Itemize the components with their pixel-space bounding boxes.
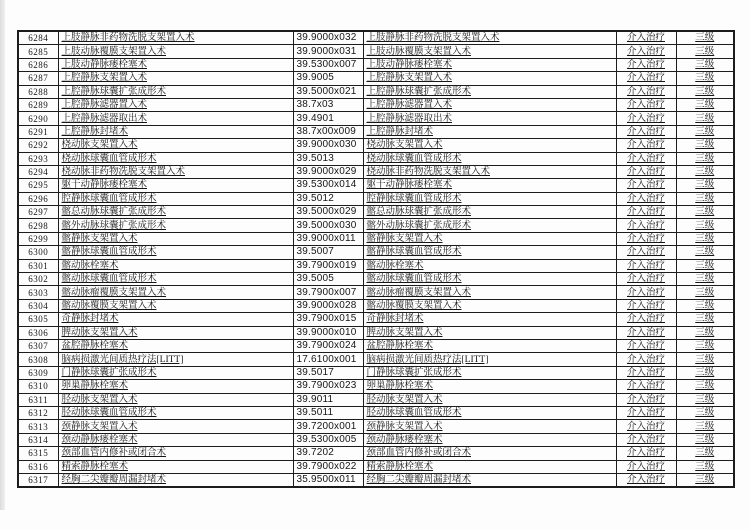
row-id-cell: 6294 (18, 165, 58, 178)
table-row (18, 286, 734, 299)
procedure-level-cell: 三级 (676, 460, 734, 473)
icd-code-cell: 39.4901 (293, 112, 363, 125)
treatment-category-cell: 介入治疗 (616, 58, 676, 71)
icd-code-cell: 39.7202 (293, 447, 363, 460)
procedure-level-cell: 三级 (676, 313, 734, 326)
procedure-name-repeat-cell: 胫动脉球囊血管成形术 (363, 406, 616, 419)
icd-code-cell: 39.9000x011 (293, 232, 363, 245)
icd-code-cell: 39.5012 (293, 192, 363, 205)
page-edge-shadow (0, 0, 5, 510)
procedure-name-cell: 上腔静脉封堵术 (58, 125, 293, 138)
row-id-cell: 6305 (18, 313, 58, 326)
procedure-name-cell: 腔静脉球囊血管成形术 (58, 192, 293, 205)
row-id-cell: 6289 (18, 98, 58, 111)
treatment-category-cell: 介入治疗 (616, 192, 676, 205)
procedure-name-repeat-cell: 上肢动静脉瘘栓塞术 (363, 58, 616, 71)
icd-code-cell: 38.7x00x009 (293, 125, 363, 138)
procedure-name-repeat-cell: 经胸二尖瓣瓣周漏封堵术 (363, 473, 616, 487)
icd-code-cell: 39.7900x015 (293, 313, 363, 326)
procedure-name-repeat-cell: 卵巢静脉栓塞术 (363, 380, 616, 393)
table-row (18, 72, 734, 85)
row-id-cell: 6297 (18, 206, 58, 219)
procedure-name-repeat-cell: 髂动脉栓塞术 (363, 259, 616, 272)
procedure-name-repeat-cell: 颈部血管内修补或闭合术 (363, 447, 616, 460)
row-id-cell: 6311 (18, 393, 58, 406)
procedure-name-repeat-cell: 髂静脉支架置入术 (363, 232, 616, 245)
treatment-category-cell: 介入治疗 (616, 326, 676, 339)
table-row (18, 58, 734, 71)
icd-code-cell: 39.5000x021 (293, 85, 363, 98)
procedure-level-cell: 三级 (676, 85, 734, 98)
icd-code-cell: 39.5000x029 (293, 206, 363, 219)
procedure-name-cell: 桡动脉非药物洗脱支架置入术 (58, 165, 293, 178)
table-row (18, 447, 734, 460)
table-row (18, 406, 734, 419)
procedure-level-cell: 三级 (676, 112, 734, 125)
row-id-cell: 6309 (18, 366, 58, 379)
procedure-name-cell: 精索静脉栓塞术 (58, 460, 293, 473)
table-row (18, 45, 734, 58)
table-row (18, 433, 734, 446)
row-id-cell: 6285 (18, 45, 58, 58)
procedure-level-cell: 三级 (676, 353, 734, 366)
table-row (18, 473, 734, 487)
treatment-category-cell: 介入治疗 (616, 433, 676, 446)
procedure-name-repeat-cell: 桡动脉支架置入术 (363, 139, 616, 152)
procedure-name-repeat-cell: 上肢静脉非药物洗脱支架置入术 (363, 31, 616, 45)
procedure-name-cell: 桡动脉球囊血管成形术 (58, 152, 293, 165)
row-id-cell: 6290 (18, 112, 58, 125)
procedure-level-cell: 三级 (676, 259, 734, 272)
procedure-name-cell: 胫动脉支架置入术 (58, 393, 293, 406)
table-row (18, 339, 734, 352)
procedure-name-repeat-cell: 奇静脉封堵术 (363, 313, 616, 326)
procedure-name-repeat-cell: 躯干动静脉瘘栓塞术 (363, 179, 616, 192)
icd-code-cell: 39.9000x032 (293, 31, 363, 45)
table-row (18, 179, 734, 192)
row-id-cell: 6295 (18, 179, 58, 192)
icd-code-cell: 39.9000x028 (293, 299, 363, 312)
icd-code-cell: 39.5300x014 (293, 179, 363, 192)
procedure-level-cell: 三级 (676, 98, 734, 111)
table-row (18, 112, 734, 125)
procedure-name-repeat-cell: 髂静脉球囊血管成形术 (363, 246, 616, 259)
treatment-category-cell: 介入治疗 (616, 420, 676, 433)
procedure-level-cell: 三级 (676, 420, 734, 433)
icd-code-cell: 17.6100x001 (293, 353, 363, 366)
procedure-name-cell: 上肢动脉覆膜支架置入术 (58, 45, 293, 58)
procedure-name-cell: 上腔静脉支架置入术 (58, 72, 293, 85)
procedure-name-cell: 髂动脉覆膜支架置入术 (58, 299, 293, 312)
table-row (18, 420, 734, 433)
procedure-level-cell: 三级 (676, 299, 734, 312)
table-row (18, 246, 734, 259)
procedure-level-cell: 三级 (676, 152, 734, 165)
procedure-name-repeat-cell: 髂动脉瘤覆膜支架置入术 (363, 286, 616, 299)
procedure-name-repeat-cell: 上腔静脉滤器置入术 (363, 98, 616, 111)
procedure-level-cell: 三级 (676, 447, 734, 460)
treatment-category-cell: 介入治疗 (616, 473, 676, 487)
row-id-cell: 6291 (18, 125, 58, 138)
procedure-table-body (18, 31, 734, 487)
icd-code-cell: 39.7900x023 (293, 380, 363, 393)
table-row (18, 380, 734, 393)
row-id-cell: 6307 (18, 339, 58, 352)
procedure-level-cell: 三级 (676, 179, 734, 192)
icd-code-cell: 39.5300x007 (293, 58, 363, 71)
procedure-level-cell: 三级 (676, 273, 734, 286)
procedure-level-cell: 三级 (676, 192, 734, 205)
treatment-category-cell: 介入治疗 (616, 246, 676, 259)
table-row (18, 393, 734, 406)
table-row (18, 219, 734, 232)
treatment-category-cell: 介入治疗 (616, 353, 676, 366)
table-row (18, 273, 734, 286)
treatment-category-cell: 介入治疗 (616, 85, 676, 98)
table-row (18, 192, 734, 205)
procedure-name-cell: 上肢动静脉瘘栓塞术 (58, 58, 293, 71)
procedure-level-cell: 三级 (676, 380, 734, 393)
procedure-name-cell: 奇静脉封堵术 (58, 313, 293, 326)
row-id-cell: 6296 (18, 192, 58, 205)
procedure-name-cell: 髂动脉瘤覆膜支架置入术 (58, 286, 293, 299)
icd-code-cell: 39.7900x022 (293, 460, 363, 473)
treatment-category-cell: 介入治疗 (616, 380, 676, 393)
icd-code-cell: 39.5013 (293, 152, 363, 165)
procedure-level-cell: 三级 (676, 45, 734, 58)
treatment-category-cell: 介入治疗 (616, 206, 676, 219)
procedure-name-repeat-cell: 盆腔静脉栓塞术 (363, 339, 616, 352)
icd-code-cell: 38.7x03 (293, 98, 363, 111)
procedure-level-cell: 三级 (676, 286, 734, 299)
treatment-category-cell: 介入治疗 (616, 219, 676, 232)
treatment-category-cell: 介入治疗 (616, 447, 676, 460)
icd-code-cell: 39.9011 (293, 393, 363, 406)
procedure-name-cell: 髂静脉球囊血管成形术 (58, 246, 293, 259)
table-row (18, 139, 734, 152)
treatment-category-cell: 介入治疗 (616, 313, 676, 326)
procedure-name-repeat-cell: 髂动脉覆膜支架置入术 (363, 299, 616, 312)
row-id-cell: 6299 (18, 232, 58, 245)
procedure-name-repeat-cell: 桡动脉球囊血管成形术 (363, 152, 616, 165)
row-id-cell: 6302 (18, 273, 58, 286)
procedure-name-repeat-cell: 髂总动脉球囊扩张成形术 (363, 206, 616, 219)
procedure-name-repeat-cell: 髂动脉球囊血管成形术 (363, 273, 616, 286)
icd-code-cell: 39.5017 (293, 366, 363, 379)
procedure-name-cell: 颈动静脉瘘栓塞术 (58, 433, 293, 446)
table-row (18, 206, 734, 219)
procedure-name-repeat-cell: 脾动脉支架置入术 (363, 326, 616, 339)
table-row (18, 85, 734, 98)
row-id-cell: 6312 (18, 406, 58, 419)
procedure-level-cell: 三级 (676, 473, 734, 487)
procedure-name-cell: 髂总动脉球囊扩张成形术 (58, 206, 293, 219)
treatment-category-cell: 介入治疗 (616, 72, 676, 85)
procedure-name-cell: 上腔静脉滤器置入术 (58, 98, 293, 111)
table-row (18, 232, 734, 245)
table-row (18, 152, 734, 165)
icd-code-cell: 35.9500x011 (293, 473, 363, 487)
row-id-cell: 6293 (18, 152, 58, 165)
procedure-level-cell: 三级 (676, 72, 734, 85)
icd-code-cell: 39.9000x010 (293, 326, 363, 339)
procedure-name-cell: 髂静脉支架置入术 (58, 232, 293, 245)
table-row (18, 31, 734, 45)
row-id-cell: 6292 (18, 139, 58, 152)
icd-code-cell: 39.9005 (293, 72, 363, 85)
icd-code-cell: 39.9000x030 (293, 139, 363, 152)
procedure-name-repeat-cell: 上肢动脉覆膜支架置入术 (363, 45, 616, 58)
procedure-name-repeat-cell: 上腔静脉滤器取出术 (363, 112, 616, 125)
procedure-name-cell: 上腔静脉球囊扩张成形术 (58, 85, 293, 98)
procedure-name-cell: 上腔静脉滤器取出术 (58, 112, 293, 125)
procedure-name-repeat-cell: 颈静脉支架置入术 (363, 420, 616, 433)
procedure-name-cell: 经胸二尖瓣瓣周漏封堵术 (58, 473, 293, 487)
row-id-cell: 6301 (18, 259, 58, 272)
procedure-name-cell: 髂动脉栓塞术 (58, 259, 293, 272)
table-row (18, 98, 734, 111)
table-row (18, 353, 734, 366)
icd-code-cell: 39.5300x005 (293, 433, 363, 446)
row-id-cell: 6313 (18, 420, 58, 433)
treatment-category-cell: 介入治疗 (616, 165, 676, 178)
table-row (18, 299, 734, 312)
procedure-level-cell: 三级 (676, 125, 734, 138)
procedure-name-cell: 盆腔静脉栓塞术 (58, 339, 293, 352)
row-id-cell: 6303 (18, 286, 58, 299)
treatment-category-cell: 介入治疗 (616, 299, 676, 312)
procedure-level-cell: 三级 (676, 366, 734, 379)
procedure-name-cell: 胫动脉球囊血管成形术 (58, 406, 293, 419)
icd-code-cell: 39.7900x007 (293, 286, 363, 299)
row-id-cell: 6284 (18, 31, 58, 45)
procedure-name-repeat-cell: 腔静脉球囊血管成形术 (363, 192, 616, 205)
row-id-cell: 6314 (18, 433, 58, 446)
procedure-level-cell: 三级 (676, 165, 734, 178)
icd-code-cell: 39.7900x019 (293, 259, 363, 272)
procedure-name-cell: 卵巢静脉栓塞术 (58, 380, 293, 393)
treatment-category-cell: 介入治疗 (616, 286, 676, 299)
procedure-level-cell: 三级 (676, 232, 734, 245)
treatment-category-cell: 介入治疗 (616, 406, 676, 419)
treatment-category-cell: 介入治疗 (616, 273, 676, 286)
procedure-name-repeat-cell: 胫动脉支架置入术 (363, 393, 616, 406)
procedure-name-cell: 桡动脉支架置入术 (58, 139, 293, 152)
procedure-level-cell: 三级 (676, 58, 734, 71)
icd-code-cell: 39.5000x030 (293, 219, 363, 232)
treatment-category-cell: 介入治疗 (616, 112, 676, 125)
row-id-cell: 6317 (18, 473, 58, 487)
procedure-name-repeat-cell: 门静脉球囊扩张成形术 (363, 366, 616, 379)
procedure-name-repeat-cell: 上腔静脉球囊扩张成形术 (363, 85, 616, 98)
procedure-table (17, 30, 735, 488)
treatment-category-cell: 介入治疗 (616, 393, 676, 406)
row-id-cell: 6308 (18, 353, 58, 366)
treatment-category-cell: 介入治疗 (616, 125, 676, 138)
treatment-category-cell: 介入治疗 (616, 31, 676, 45)
procedure-name-cell: 髂动脉球囊血管成形术 (58, 273, 293, 286)
icd-code-cell: 39.7200x001 (293, 420, 363, 433)
procedure-name-repeat-cell: 上腔静脉支架置入术 (363, 72, 616, 85)
icd-code-cell: 39.9000x031 (293, 45, 363, 58)
row-id-cell: 6298 (18, 219, 58, 232)
procedure-level-cell: 三级 (676, 139, 734, 152)
procedure-level-cell: 三级 (676, 433, 734, 446)
icd-code-cell: 39.5011 (293, 406, 363, 419)
procedure-name-cell: 颈部血管内修补或闭合术 (58, 447, 293, 460)
row-id-cell: 6304 (18, 299, 58, 312)
row-id-cell: 6287 (18, 72, 58, 85)
treatment-category-cell: 介入治疗 (616, 179, 676, 192)
procedure-level-cell: 三级 (676, 406, 734, 419)
treatment-category-cell: 介入治疗 (616, 339, 676, 352)
procedure-name-cell: 脑病损激光间质热疗法[LITT] (58, 353, 293, 366)
procedure-name-cell: 颈静脉支架置入术 (58, 420, 293, 433)
procedure-name-cell: 躯干动静脉瘘栓塞术 (58, 179, 293, 192)
row-id-cell: 6310 (18, 380, 58, 393)
procedure-level-cell: 三级 (676, 206, 734, 219)
procedure-name-repeat-cell: 上腔静脉封堵术 (363, 125, 616, 138)
procedure-level-cell: 三级 (676, 393, 734, 406)
procedure-name-repeat-cell: 桡动脉非药物洗脱支架置入术 (363, 165, 616, 178)
row-id-cell: 6316 (18, 460, 58, 473)
treatment-category-cell: 介入治疗 (616, 232, 676, 245)
procedure-name-cell: 脾动脉支架置入术 (58, 326, 293, 339)
procedure-level-cell: 三级 (676, 31, 734, 45)
procedure-name-repeat-cell: 脑病损激光间质热疗法[LITT] (363, 353, 616, 366)
table-row (18, 125, 734, 138)
table-row (18, 326, 734, 339)
row-id-cell: 6306 (18, 326, 58, 339)
icd-code-cell: 39.5005 (293, 273, 363, 286)
table-row (18, 460, 734, 473)
treatment-category-cell: 介入治疗 (616, 259, 676, 272)
row-id-cell: 6288 (18, 85, 58, 98)
icd-code-cell: 39.9000x029 (293, 165, 363, 178)
procedure-name-repeat-cell: 髂外动脉球囊扩张成形术 (363, 219, 616, 232)
table-row (18, 259, 734, 272)
procedure-level-cell: 三级 (676, 246, 734, 259)
icd-code-cell: 39.5007 (293, 246, 363, 259)
procedure-name-repeat-cell: 颈动静脉瘘栓塞术 (363, 433, 616, 446)
procedure-level-cell: 三级 (676, 219, 734, 232)
treatment-category-cell: 介入治疗 (616, 98, 676, 111)
treatment-category-cell: 介入治疗 (616, 460, 676, 473)
procedure-name-cell: 上肢静脉非药物洗脱支架置入术 (58, 31, 293, 45)
procedure-name-repeat-cell: 精索静脉栓塞术 (363, 460, 616, 473)
table-row (18, 313, 734, 326)
row-id-cell: 6300 (18, 246, 58, 259)
treatment-category-cell: 介入治疗 (616, 45, 676, 58)
procedure-level-cell: 三级 (676, 339, 734, 352)
table-row (18, 366, 734, 379)
procedure-level-cell: 三级 (676, 326, 734, 339)
treatment-category-cell: 介入治疗 (616, 152, 676, 165)
procedure-name-cell: 髂外动脉球囊扩张成形术 (58, 219, 293, 232)
table-row (18, 165, 734, 178)
row-id-cell: 6315 (18, 447, 58, 460)
treatment-category-cell: 介入治疗 (616, 366, 676, 379)
procedure-name-cell: 门静脉球囊扩张成形术 (58, 366, 293, 379)
treatment-category-cell: 介入治疗 (616, 139, 676, 152)
row-id-cell: 6286 (18, 58, 58, 71)
icd-code-cell: 39.7900x024 (293, 339, 363, 352)
